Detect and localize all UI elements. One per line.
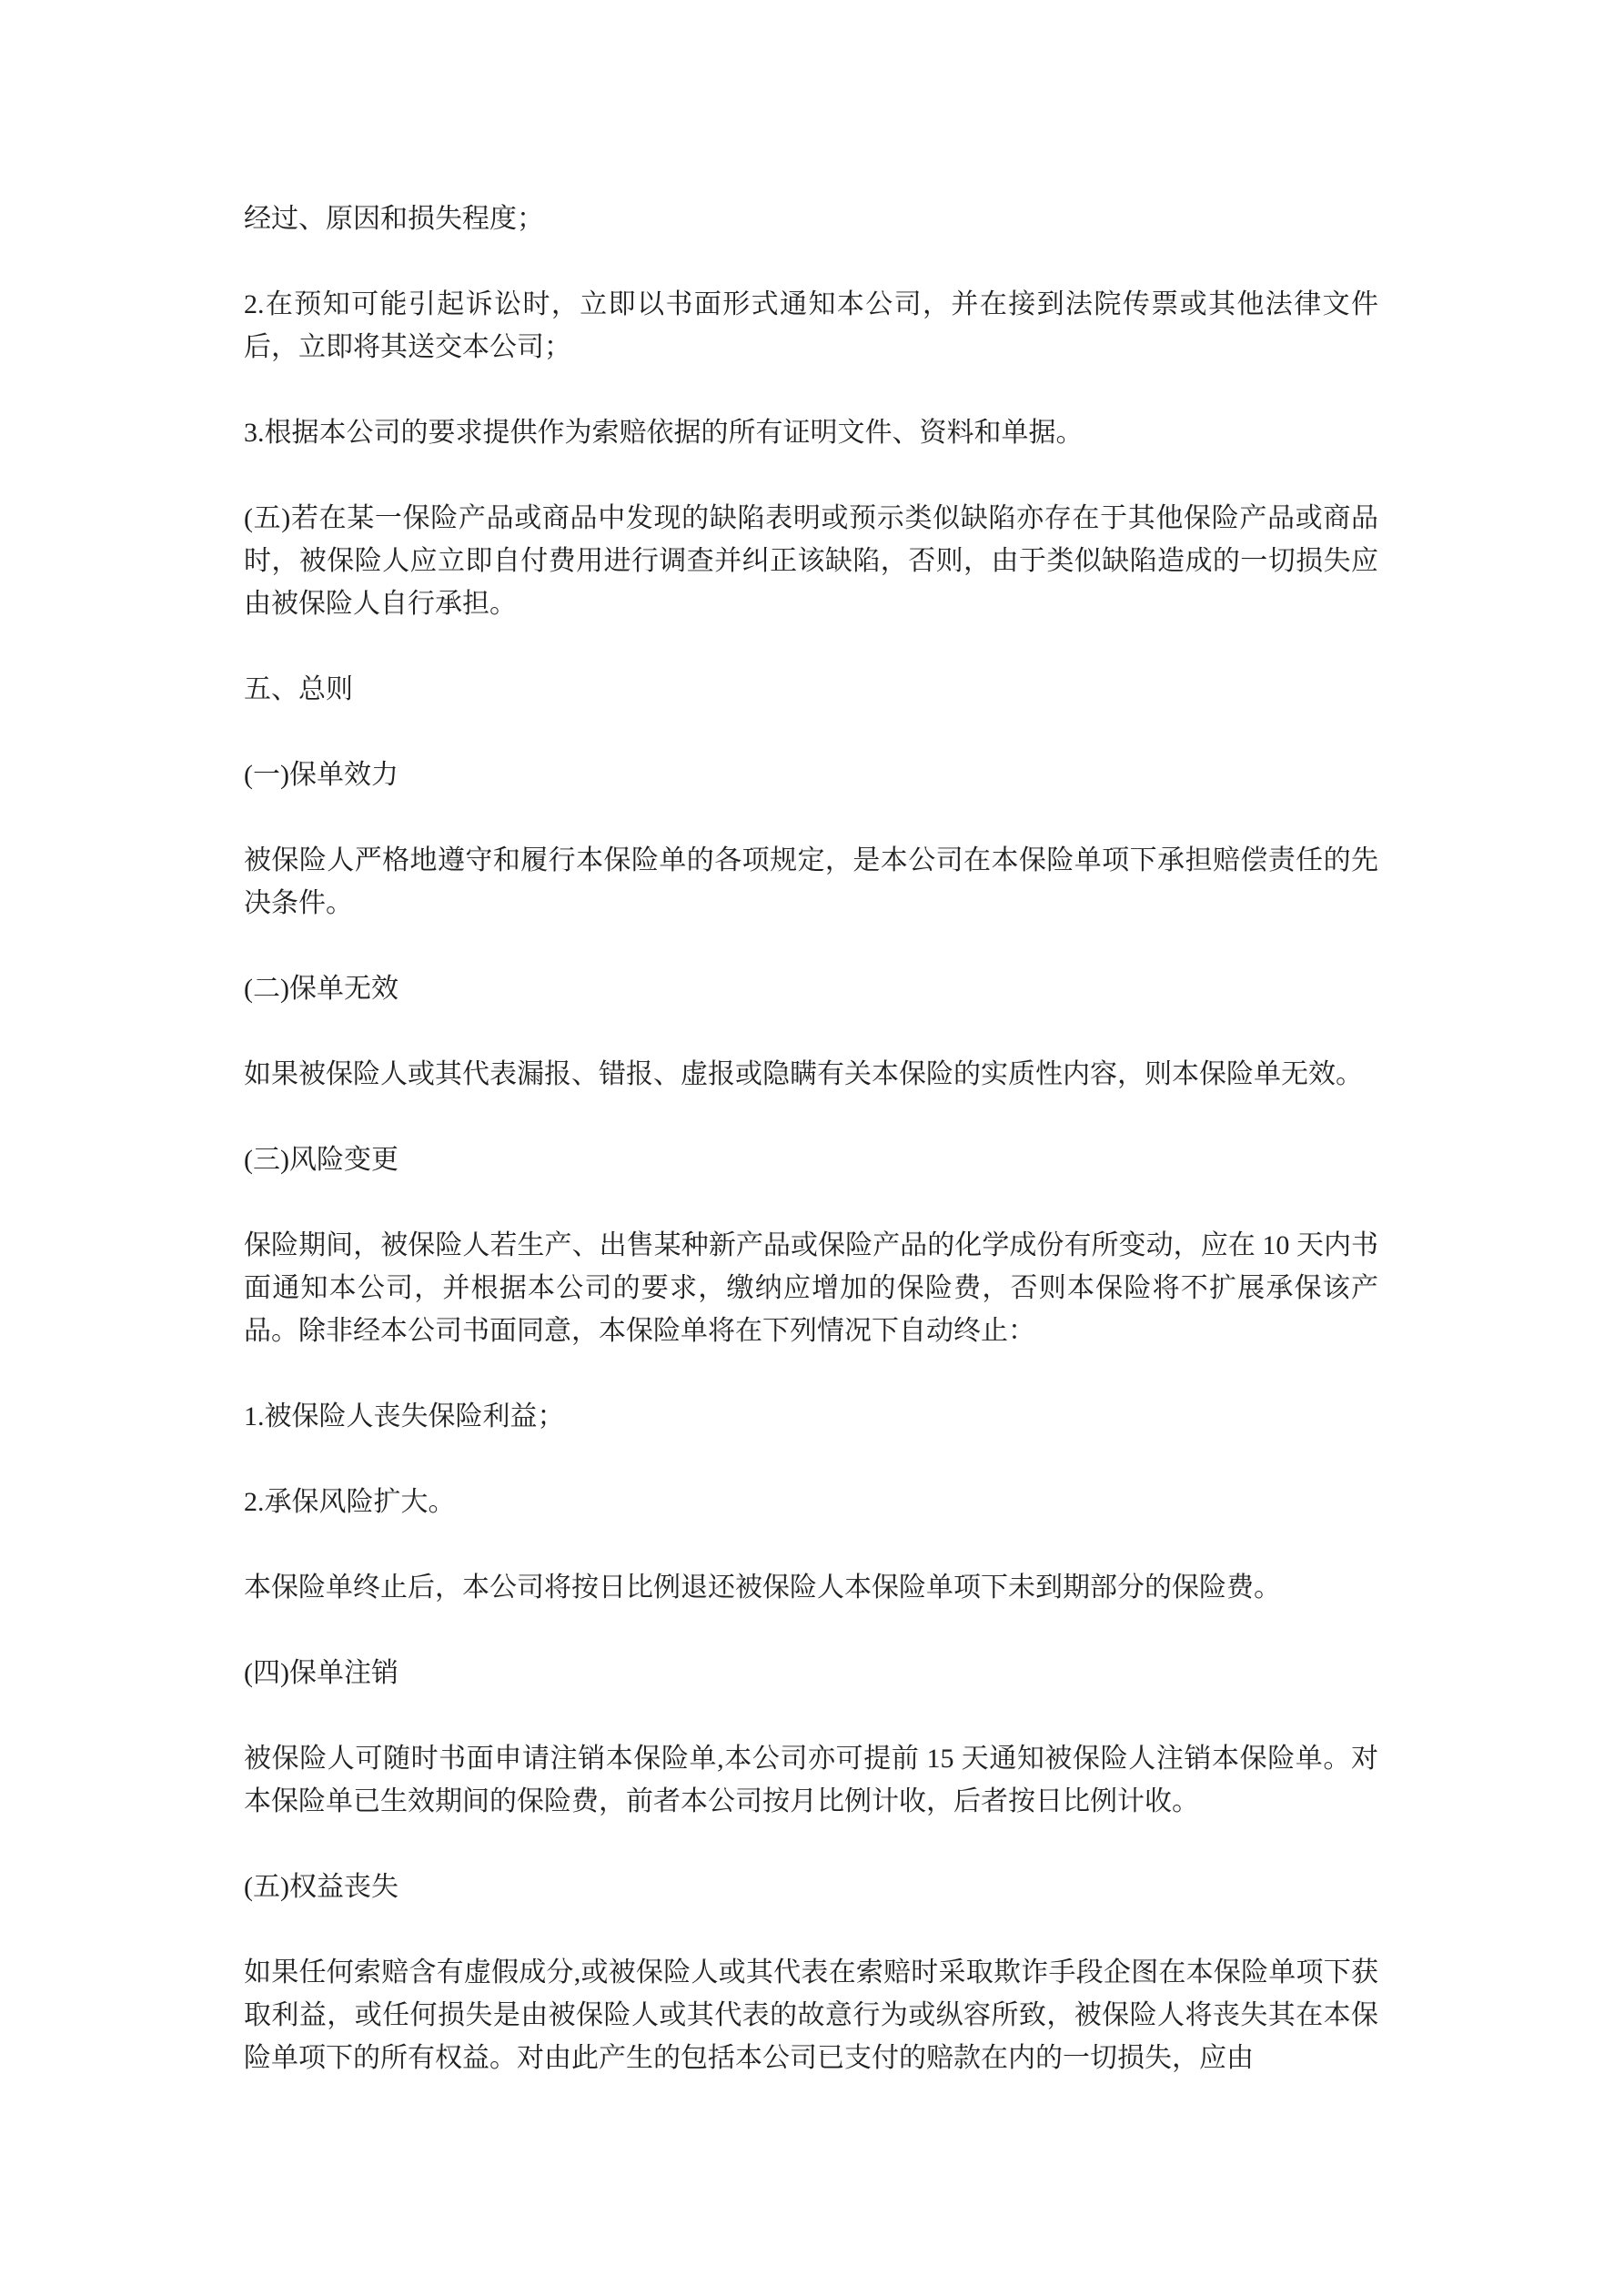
section-heading: 五、总则: [244, 674, 353, 704]
paragraph: 2.在预知可能引起诉讼时，立即以书面形式通知本公司，并在接到法院传票或其他法律文件后，立即将其送交本公司；: [244, 289, 1378, 362]
paragraph: (五)若在某一保险产品或商品中发现的缺陷表明或预示类似缺陷亦存在于其他保险产品或商品时，被保险人应立即自付费用进行调查并纠正该缺陷，否则，由于类似缺陷造成的一切损失应由被保险人自行承担。: [244, 503, 1378, 619]
paragraph: 3.根据本公司的要求提供作为索赔依据的所有证明文件、资料和单据。: [244, 418, 1084, 448]
list-item: 2.承保风险扩大。: [244, 1487, 456, 1517]
paragraph: 经过、原因和损失程度；: [244, 204, 544, 234]
paragraph: 保险期间，被保险人若生产、出售某种新产品或保险产品的化学成份有所变动，应在 10 天内书面通知本公司，并根据本公司的要求，缴纳应增加的保险费，否则本保险将不扩展承保该产品。除非经本公司书面同意，本保险单将在下列情况下自动终止：: [244, 1230, 1378, 1346]
subsection-heading: (一)保单效力: [244, 760, 398, 790]
subsection-heading: (四)保单注销: [244, 1658, 398, 1688]
paragraph: 如果任何索赔含有虚假成分,或被保险人或其代表在索赔时采取欺诈手段企图在本保险单项下获取利益，或任何损失是由被保险人或其代表的故意行为或纵容所致，被保险人将丧失其在本保险单项下的所有权益。对由此产生的包括本公司已支付的赔款在内的一切损失，应由: [244, 1957, 1378, 2073]
paragraph: 本保险单终止后，本公司将按日比例退还被保险人本保险单项下未到期部分的保险费。: [244, 1573, 1281, 1603]
paragraph: 被保险人可随时书面申请注销本保险单,本公司亦可提前 15 天通知被保险人注销本保险单。对本保险单已生效期间的保险费，前者本公司按月比例计收，后者按日比例计收。: [244, 1744, 1378, 1816]
subsection-heading: (五)权益丧失: [244, 1872, 398, 1902]
subsection-heading: (三)风险变更: [244, 1145, 398, 1175]
paragraph: 被保险人严格地遵守和履行本保险单的各项规定，是本公司在本保险单项下承担赔偿责任的先决条件。: [244, 845, 1378, 918]
list-item: 1.被保险人丧失保险利益；: [244, 1401, 565, 1431]
subsection-heading: (二)保单无效: [244, 974, 398, 1004]
paragraph: 如果被保险人或其代表漏报、错报、虚报或隐瞒有关本保险的实质性内容，则本保险单无效。: [244, 1059, 1363, 1089]
